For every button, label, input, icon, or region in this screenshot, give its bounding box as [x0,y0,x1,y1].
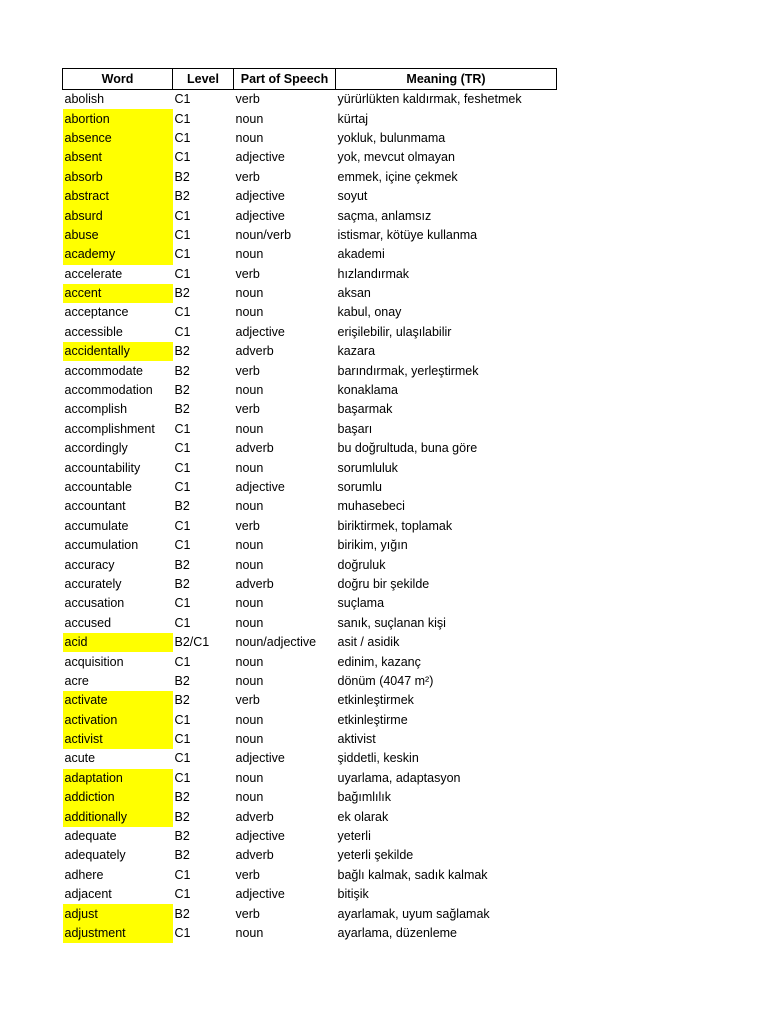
table-row [63,400,557,419]
meaning-cell: bağımlılık [337,790,391,805]
word-cell: accountable [64,480,132,494]
part-of-speech-cell: noun [235,673,264,688]
meaning-cell: sorumlu [337,480,382,494]
level-cell: C1 [174,266,191,281]
word-cell: addiction [63,788,173,807]
word-cell: accessible [64,324,123,339]
header-level: Level [173,69,234,90]
level-cell: C1 [174,770,191,785]
meaning-cell: kürtaj [337,111,369,126]
meaning-cell: saçma, anlamsız [337,208,432,223]
part-of-speech-cell: adjective [235,751,285,766]
table-row [63,866,557,885]
part-of-speech-cell: adjective [235,189,285,204]
level-cell: B2 [174,673,190,688]
part-of-speech-cell: adjective [235,208,285,223]
level-cell: B2 [174,169,190,184]
meaning-cell: ek olarak [337,809,389,824]
word-cell: accelerate [64,266,123,281]
level-cell: C1 [174,92,191,107]
word-cell: abolish [64,92,105,107]
table-row [63,788,557,807]
part-of-speech-cell: verb [235,169,260,184]
word-cell: adequately [64,848,126,863]
table-row [63,206,557,225]
level-cell: B2 [174,363,190,378]
part-of-speech-cell: noun [235,712,264,727]
part-of-speech-cell: verb [235,867,260,882]
word-cell: acute [64,751,96,766]
meaning-cell: şiddetli, keskin [337,751,419,766]
meaning-cell: edinim, kazanç [337,654,421,669]
table-row [63,265,557,284]
level-cell: B2 [174,848,190,863]
word-cell: abstract [63,187,173,206]
meaning-cell: erişilebilir, ulaşılabilir [337,324,452,339]
header-meaning: Meaning (TR) [336,69,557,90]
table-row [63,536,557,555]
word-cell: accomplish [64,402,128,417]
word-cell: accumulation [64,538,139,553]
part-of-speech-cell: verb [235,363,260,378]
header-row [63,69,557,90]
meaning-cell: başarı [337,421,373,436]
meaning-cell: yeterli [337,829,371,844]
word-cell: accountability [64,460,141,475]
meaning-cell: bitişik [337,887,369,902]
part-of-speech-cell: noun [235,770,264,785]
meaning-cell: sorumluluk [337,460,398,475]
meaning-cell: dönüm (4047 m²) [337,673,434,688]
level-cell: C1 [174,208,191,223]
table-row [63,672,557,691]
table-row [63,90,557,110]
word-cell: adjust [63,904,173,923]
header-word: Word [63,69,173,90]
meaning-cell: yeterli şekilde [337,848,414,863]
table-row [63,555,557,574]
part-of-speech-cell: noun [235,286,264,301]
meaning-cell: asit / asidik [337,635,400,650]
level-cell: C1 [174,887,191,902]
level-cell: B2 [174,383,190,398]
part-of-speech-cell: noun [235,615,264,630]
part-of-speech-cell: adjective [235,324,285,339]
part-of-speech-cell: adverb [235,848,274,863]
meaning-cell: aksan [337,286,371,301]
table-body [63,90,557,944]
part-of-speech-cell: noun [235,247,264,262]
part-of-speech-cell: adjective [235,480,285,494]
table-header [63,69,557,90]
table-row [63,129,557,148]
meaning-cell: yokluk, bulunmama [337,130,446,145]
meaning-cell: muhasebeci [337,499,405,514]
word-cell: additionally [63,807,173,826]
word-cell: absorb [63,168,173,187]
level-cell: B2 [174,809,190,824]
word-cell: accommodate [64,363,144,378]
table-row [63,517,557,536]
table-row [63,439,557,458]
part-of-speech-cell: noun [235,538,264,553]
table-row [63,846,557,865]
part-of-speech-cell: noun [235,460,264,475]
table-row [63,168,557,187]
table-row [63,827,557,846]
header-part-of-speech: Part of Speech [234,69,336,90]
meaning-cell: uyarlama, adaptasyon [337,770,461,785]
table-row [63,342,557,361]
word-cell: accused [64,615,112,630]
part-of-speech-cell: adverb [235,809,274,824]
meaning-cell: yürürlükten kaldırmak, feshetmek [337,92,522,107]
meaning-cell: doğruluk [337,557,386,572]
meaning-cell: yok, mevcut olmayan [337,150,455,165]
table-row [63,458,557,477]
table-row [63,904,557,923]
meaning-cell: bağlı kalmak, sadık kalmak [337,867,488,882]
level-cell: C1 [174,751,191,766]
level-cell: C1 [174,712,191,727]
word-cell: activation [63,711,173,730]
table-row [63,303,557,322]
part-of-speech-cell: noun [235,732,264,747]
level-cell: C1 [174,111,191,126]
table-row [63,711,557,730]
table-row [63,730,557,749]
level-cell: C1 [174,150,191,165]
part-of-speech-cell: verb [235,693,260,708]
part-of-speech-cell: adjective [235,887,285,902]
part-of-speech-cell: noun [235,111,264,126]
part-of-speech-cell: verb [235,402,260,417]
table-row [63,361,557,380]
table-row [63,885,557,904]
level-cell: C1 [174,732,191,747]
table-row [63,148,557,167]
meaning-cell: emmek, içine çekmek [337,169,458,184]
word-cell: accomplishment [64,421,155,436]
table-row [63,924,557,943]
part-of-speech-cell: noun [235,790,264,805]
table-row [63,652,557,671]
meaning-cell: etkinleştirme [337,712,408,727]
table-row [63,691,557,710]
word-cell: acceptance [64,305,129,320]
level-cell: B2 [174,790,190,805]
table-row [63,807,557,826]
meaning-cell: barındırmak, yerleştirmek [337,363,479,378]
table-row [63,497,557,516]
level-cell: B2 [174,906,190,921]
word-cell: adequate [64,829,117,844]
level-cell: C1 [174,538,191,553]
word-cell: activist [63,730,173,749]
level-cell: C1 [174,596,191,611]
part-of-speech-cell: noun [235,499,264,514]
part-of-speech-cell: adjective [235,829,285,844]
level-cell: B2 [174,286,190,301]
word-cell: abortion [63,109,173,128]
part-of-speech-cell: noun [235,925,264,940]
vocabulary-table [62,68,557,943]
meaning-cell: akademi [337,247,385,262]
part-of-speech-cell: noun [235,421,264,436]
meaning-cell: konaklama [337,383,398,398]
word-cell: adjustment [63,924,173,943]
table-row [63,594,557,613]
meaning-cell: soyut [337,189,368,204]
level-cell: B2 [174,402,190,417]
level-cell: B2/C1 [174,635,210,650]
meaning-cell: birikim, yığın [337,538,408,553]
part-of-speech-cell: adverb [235,344,274,359]
word-cell: accent [63,284,173,303]
table-row [63,633,557,652]
table-row [63,769,557,788]
table-row [63,109,557,128]
word-cell: accumulate [64,518,129,533]
table-row [63,478,557,497]
level-cell: C1 [174,324,191,339]
meaning-cell: suçlama [337,596,385,611]
meaning-cell: hızlandırmak [337,266,410,281]
meaning-cell: ayarlama, düzenleme [337,925,458,940]
table-row [63,187,557,206]
table-row [63,284,557,303]
meaning-cell: kabul, onay [337,305,402,320]
part-of-speech-cell: noun [235,596,264,611]
meaning-cell: ayarlamak, uyum sağlamak [337,906,490,921]
word-cell: accuracy [64,557,115,572]
level-cell: C1 [174,615,191,630]
part-of-speech-cell: verb [235,518,260,533]
word-cell: adaptation [63,769,173,788]
meaning-cell: istismar, kötüye kullanma [337,227,478,242]
level-cell: C1 [174,130,191,145]
level-cell: B2 [174,693,190,708]
part-of-speech-cell: verb [235,92,260,107]
level-cell: C1 [174,247,191,262]
meaning-cell: biriktirmek, toplamak [337,518,453,533]
table-row [63,381,557,400]
level-cell: B2 [174,829,190,844]
part-of-speech-cell: verb [235,906,260,921]
word-cell: acre [64,673,89,688]
level-cell: C1 [174,421,191,436]
table-row [63,323,557,342]
level-cell: C1 [174,305,191,320]
table-row [63,575,557,594]
part-of-speech-cell: adverb [235,576,274,591]
part-of-speech-cell: adjective [235,150,285,165]
level-cell: C1 [174,518,191,533]
level-cell: B2 [174,576,190,591]
word-cell: absurd [63,206,173,225]
table-row [63,420,557,439]
meaning-cell: etkinleştirmek [337,693,414,708]
word-cell: acid [63,633,173,652]
word-cell: absence [63,129,173,148]
part-of-speech-cell: noun [235,557,264,572]
part-of-speech-cell: noun [235,305,264,320]
part-of-speech-cell: noun/verb [235,227,292,242]
table-row [63,614,557,633]
level-cell: B2 [174,557,190,572]
level-cell: C1 [174,480,191,494]
table-row [63,749,557,768]
word-cell: accommodation [64,383,153,398]
part-of-speech-cell: noun [235,130,264,145]
word-cell: activate [63,691,173,710]
level-cell: B2 [174,189,190,204]
meaning-cell: kazara [337,344,376,359]
meaning-cell: başarmak [337,402,393,417]
word-cell: acquisition [64,654,124,669]
part-of-speech-cell: noun/adjective [235,635,317,650]
word-cell: abuse [63,226,173,245]
word-cell: accidentally [63,342,173,361]
table-row [63,226,557,245]
meaning-cell: sanık, suçlanan kişi [337,615,446,630]
level-cell: B2 [174,499,190,514]
part-of-speech-cell: noun [235,383,264,398]
level-cell: C1 [174,654,191,669]
word-cell: absent [63,148,173,167]
word-cell: accordingly [64,441,128,456]
meaning-cell: doğru bir şekilde [337,576,430,591]
level-cell: C1 [174,925,191,940]
level-cell: C1 [174,441,191,456]
level-cell: C1 [174,227,191,242]
level-cell: B2 [174,344,190,359]
level-cell: C1 [174,867,191,882]
word-cell: accurately [64,576,122,591]
meaning-cell: aktivist [337,732,376,747]
part-of-speech-cell: noun [235,654,264,669]
word-cell: accountant [64,499,126,514]
part-of-speech-cell: adverb [235,441,274,456]
word-cell: adjacent [64,887,112,902]
word-cell: adhere [64,867,104,882]
table-row [63,245,557,264]
part-of-speech-cell: verb [235,266,260,281]
level-cell: C1 [174,460,191,475]
meaning-cell: bu doğrultuda, buna göre [337,441,478,456]
word-cell: accusation [64,596,125,611]
word-cell: academy [63,245,173,264]
